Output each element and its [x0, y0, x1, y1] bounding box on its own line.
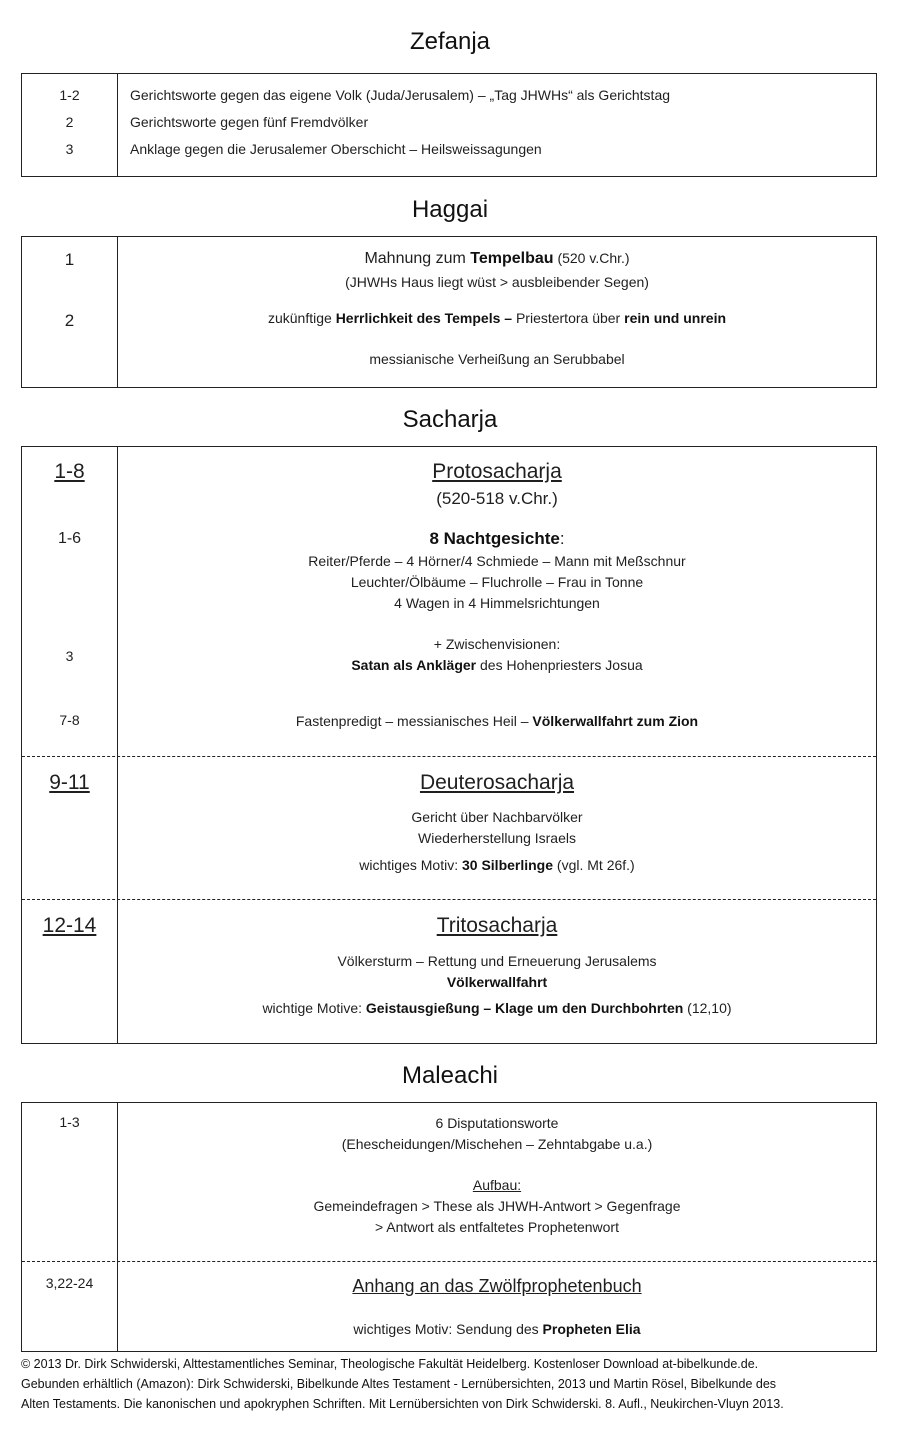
zefanja-table — [21, 73, 877, 177]
proto-date: (520-518 v.Chr.) — [436, 489, 558, 508]
zefanja-row-text: Gerichtsworte gegen das eigene Volk (Juda/Jerusalem) – „Tag JHWHs“ als Gerichtstag — [130, 87, 671, 103]
deutero-heading: Deuterosacharja — [419, 771, 575, 794]
trito-line-2: Völkerwallfahrt — [446, 974, 548, 990]
zefanja-row-text: Gerichtsworte gegen fünf Fremdvölker — [130, 114, 369, 130]
deutero-num: 9-11 — [49, 771, 90, 794]
haggai-herrlichkeit: zukünftige Herrlichkeit des Tempels – Priestertora über rein und unrein — [267, 310, 727, 326]
haggai-table — [21, 236, 877, 388]
deutero-line-2: Wiederherstellung Israels — [418, 830, 576, 846]
maleachi-aufbau: Aufbau: — [472, 1177, 522, 1193]
zefanja-row-num: 1-2 — [59, 87, 80, 103]
haggai-title: Haggai — [411, 196, 489, 223]
proto-num-b: 3 — [65, 648, 74, 664]
trito-line-1: Völkersturm – Rettung und Erneuerung Jerusalems — [337, 953, 657, 969]
maleachi-motiv: wichtiges Motiv: Sendung des Propheten Elia — [353, 1321, 641, 1337]
footer-line-2: Gebunden erhältlich (Amazon): Dirk Schwiderski, Bibelkunde Altes Testament - Lernübersichten, 2013 und Martin Rösel, Bibelkunde des — [21, 1377, 777, 1391]
proto-num-a: 1-6 — [57, 530, 82, 547]
zefanja-row-num: 2 — [65, 114, 74, 130]
fasten-line: Fastenpredigt – messianisches Heil – Völkerwallfahrt zum Zion — [295, 713, 699, 729]
haggai-line-2: (JHWHs Haus liegt wüst > ausbleibender Segen) — [345, 274, 649, 290]
trito-num: 12-14 — [42, 914, 97, 937]
nachtgesichte-line: Reiter/Pferde – 4 Hörner/4 Schmiede – Mann mit Meßschnur — [308, 553, 686, 569]
maleachi-aufbau-1: Gemeindefragen > These als JHWH-Antwort > Gegenfrage — [313, 1198, 681, 1214]
maleachi-title: Maleachi — [401, 1062, 499, 1089]
proto-num: 1-8 — [54, 460, 85, 483]
maleachi-line-1: 6 Disputationsworte — [435, 1115, 559, 1131]
sacharja-title: Sacharja — [402, 406, 498, 433]
haggai-num-1: 1 — [64, 250, 75, 269]
anhang-heading: Anhang an das Zwölfprophetenbuch — [352, 1276, 642, 1296]
zefanja-title: Zefanja — [409, 28, 491, 55]
deutero-line-1: Gericht über Nachbarvölker — [411, 809, 583, 825]
footer-line-3: Alten Testaments. Die kanonischen und apokryphen Schriften. Mit Lernübersichten von Dirk Schwiderski. 8. Aufl., Neukirchen-Vluyn 2013. — [21, 1397, 784, 1411]
maleachi-line-2: (Ehescheidungen/Mischehen – Zehntabgabe u.a.) — [341, 1136, 653, 1152]
zefanja-row-num: 3 — [65, 141, 74, 157]
footer — [21, 1354, 891, 1414]
proto-num-c: 7-8 — [59, 712, 80, 728]
haggai-line-4: messianische Verheißung an Serubbabel — [369, 351, 625, 367]
haggai-mahnung: Mahnung zum Tempelbau (520 v.Chr.) — [364, 250, 630, 267]
nachtgesichte-line: Leuchter/Ölbäume – Fluchrolle – Frau in Tonne — [350, 574, 644, 590]
maleachi-num-1: 1-3 — [59, 1114, 80, 1130]
footer-line-1: © 2013 Dr. Dirk Schwiderski, Alttestamentliches Seminar, Theologische Fakultät Heidelberg. Kostenloser Download at-bibelkunde.de. — [21, 1357, 759, 1371]
deutero-motiv: wichtiges Motiv: 30 Silberlinge (vgl. Mt 26f.) — [359, 857, 635, 873]
satan-line: Satan als Ankläger des Hohenpriesters Josua — [351, 657, 643, 673]
maleachi-aufbau-2: > Antwort als entfaltetes Prophetenwort — [375, 1219, 619, 1235]
maleachi-num-2: 3,22-24 — [45, 1275, 94, 1291]
zwischenvisionen: + Zwischenvisionen: — [433, 636, 561, 652]
trito-motiv: wichtige Motive: Geistausgießung – Klage um den Durchbohrten (12,10) — [262, 1000, 732, 1016]
sacharja-table — [21, 446, 877, 1044]
zefanja-row-text: Anklage gegen die Jerusalemer Oberschicht – Heilsweissagungen — [130, 141, 542, 157]
trito-heading: Tritosacharja — [436, 914, 558, 937]
nachtgesichte-heading: 8 Nachtgesichte: — [429, 529, 565, 548]
proto-heading: Protosacharja — [432, 460, 562, 483]
nachtgesichte-line: 4 Wagen in 4 Himmelsrichtungen — [394, 595, 600, 611]
maleachi-table — [21, 1102, 877, 1352]
haggai-num-2: 2 — [64, 311, 75, 330]
